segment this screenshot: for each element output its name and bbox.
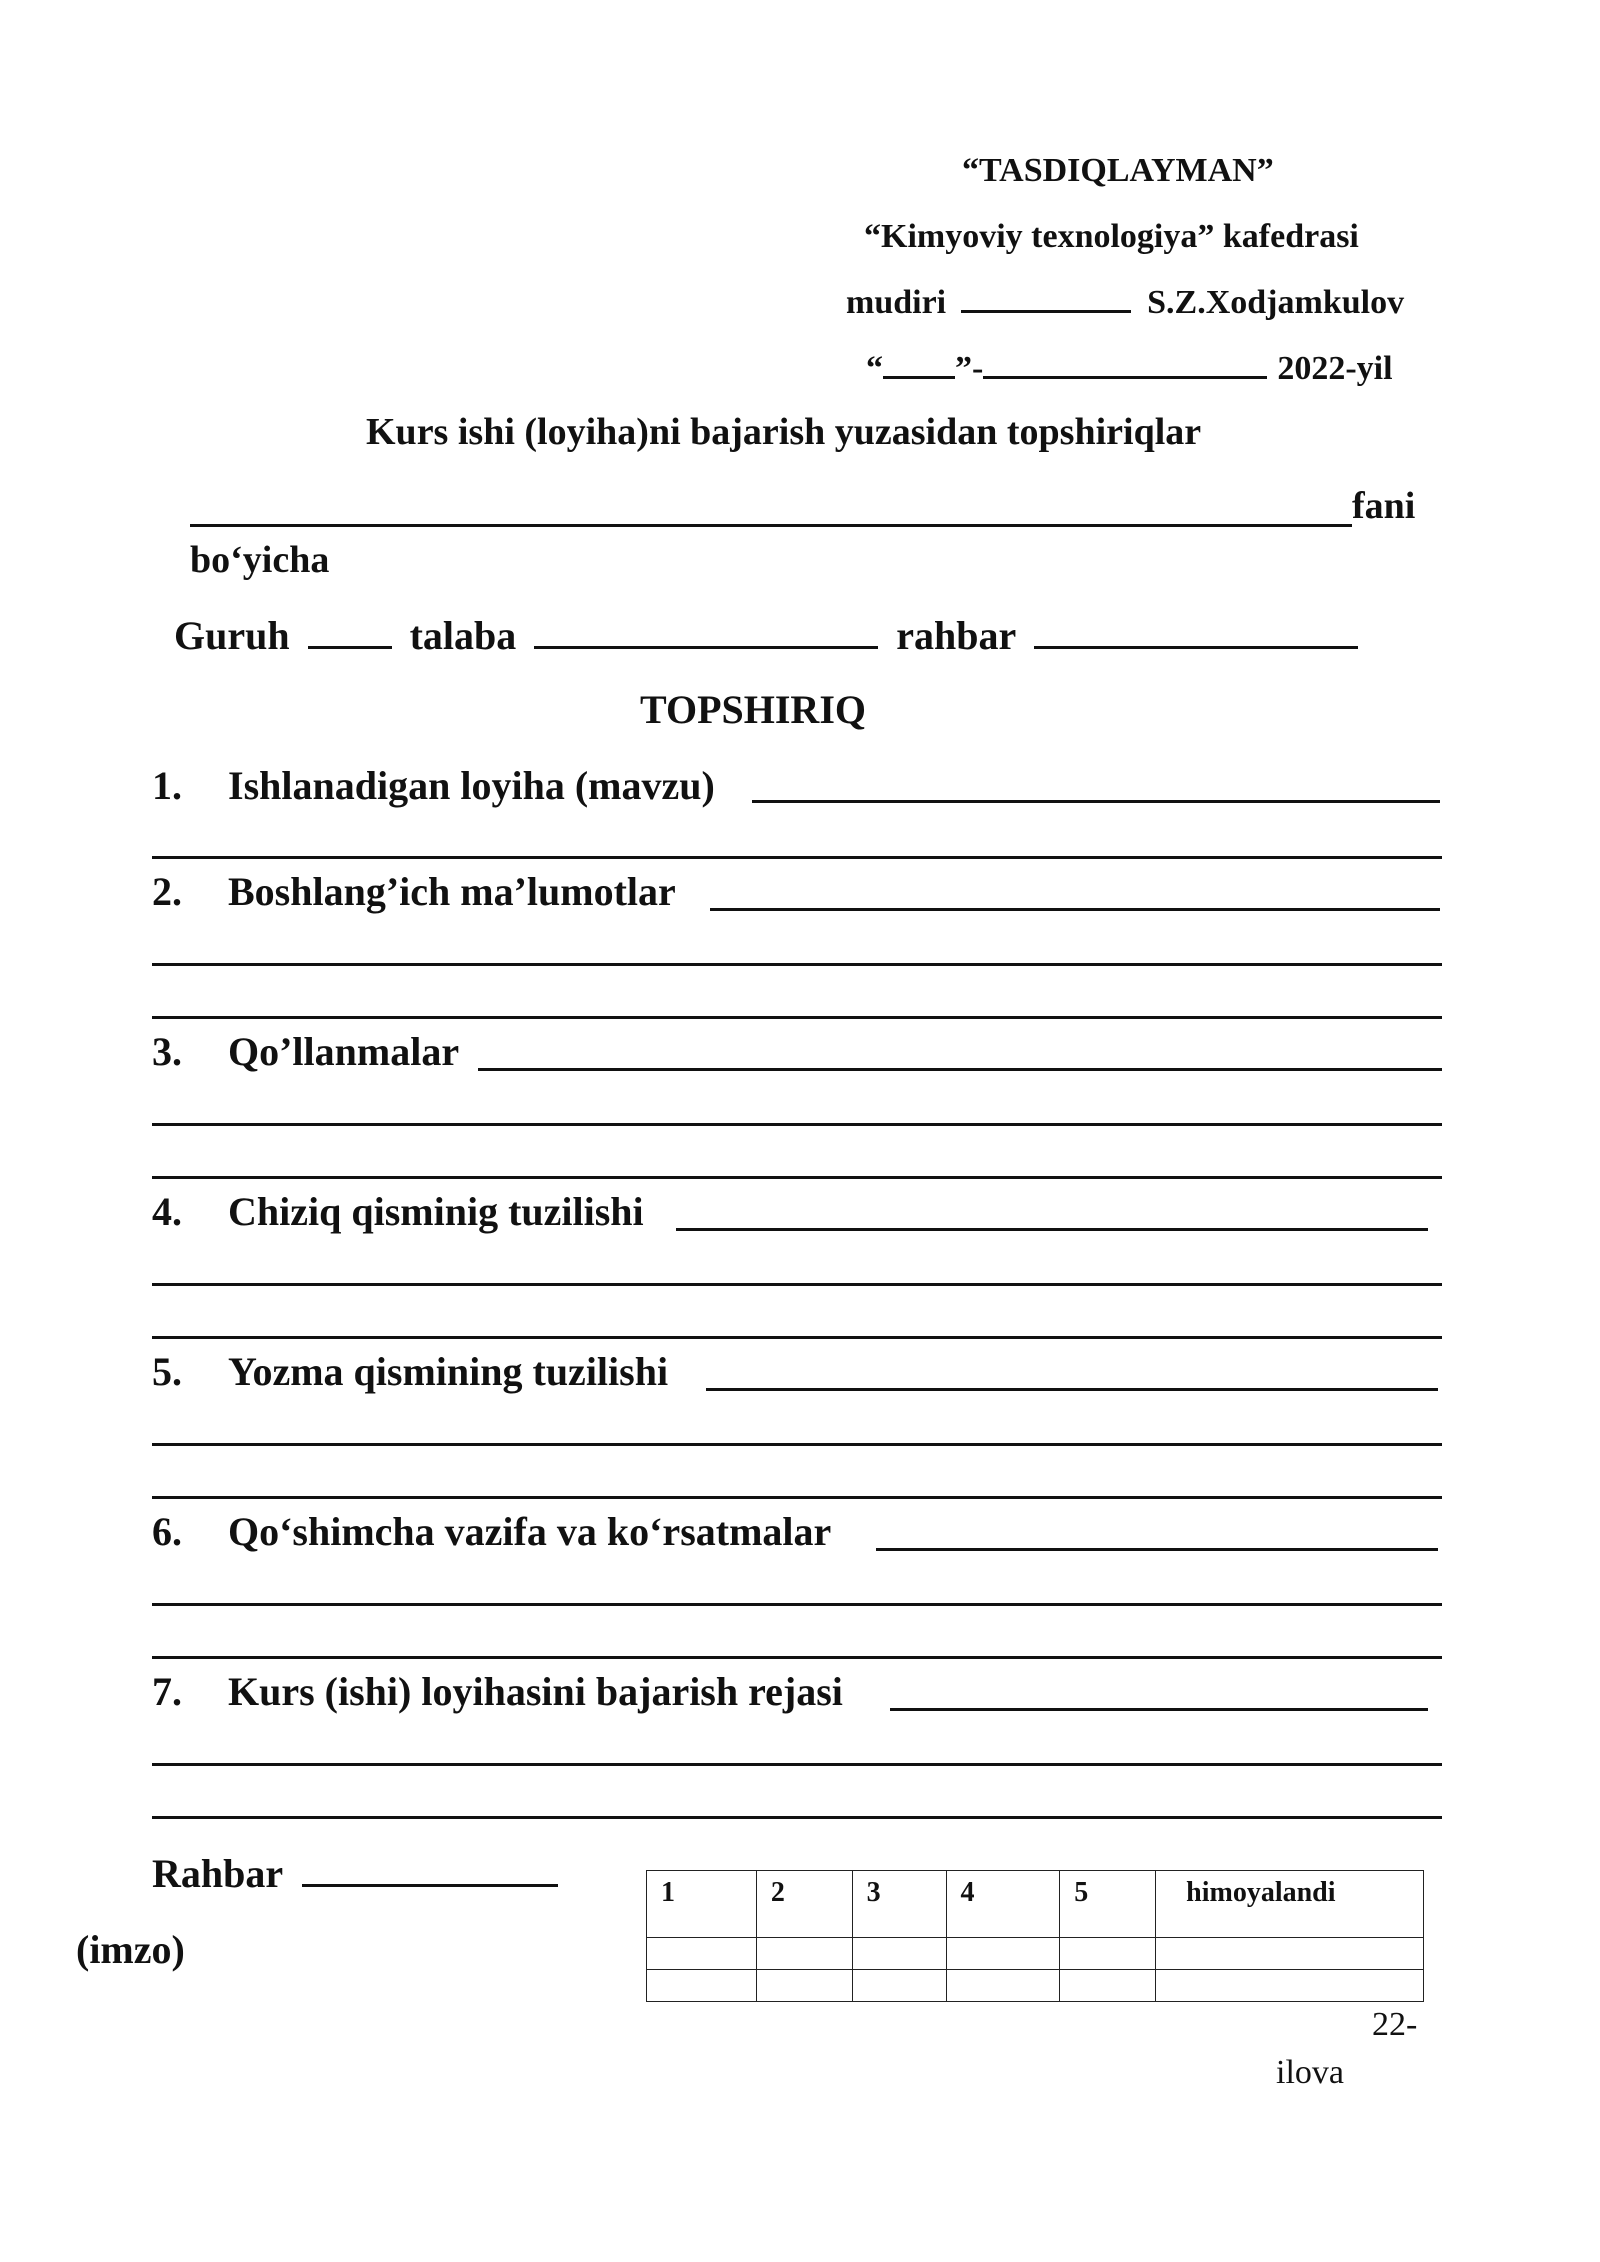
document-heading: Kurs ishi (loyiha)ni bajarish yuzasidan topshiriqlar [366, 411, 1202, 453]
answer-line [152, 856, 1442, 859]
item-number: 1. [152, 763, 182, 808]
item-5-answer-line [706, 1388, 1438, 1391]
table-cell [852, 1970, 946, 2002]
day-blank [883, 376, 955, 379]
signature-label: Rahbar [152, 1851, 283, 1896]
answer-line [152, 1603, 1442, 1606]
table-cell [1156, 1938, 1424, 1970]
table-header-cell: himoyalandi [1156, 1871, 1424, 1938]
approval-title: “TASDIQLAYMAN” [962, 152, 1274, 189]
item-label: Chiziq qisminig tuzilishi [228, 1189, 644, 1234]
item-label: Qo’llanmalar [228, 1029, 460, 1074]
head-signature-blank [961, 310, 1131, 313]
answer-line [152, 1443, 1442, 1446]
table-cell [1060, 1970, 1156, 2002]
item-label: Yozma qismining tuzilishi [228, 1349, 669, 1394]
table-row [647, 1970, 1424, 2002]
table-cell [852, 1938, 946, 1970]
item-7-answer-line [890, 1708, 1428, 1711]
subject-blank-line [190, 524, 1352, 527]
date-separator: ”- [955, 350, 984, 387]
item-number: 7. [152, 1669, 182, 1714]
item-label: Kurs (ishi) loyihasini bajarish rejasi [228, 1669, 843, 1714]
item-2-answer-line [710, 908, 1440, 911]
month-blank [983, 376, 1267, 379]
answer-line [152, 1496, 1442, 1499]
item-number: 3. [152, 1029, 182, 1074]
signature-note: (imzo) [76, 1927, 185, 1972]
table-cell [647, 1938, 757, 1970]
group-label: Guruh [174, 613, 290, 658]
item-number: 5. [152, 1349, 182, 1394]
table-header-cell: 4 [946, 1871, 1060, 1938]
item-label: Qo‘shimcha vazifa va ko‘rsatmalar [228, 1509, 832, 1554]
item-label: Ishlanadigan loyiha (mavzu) [228, 763, 715, 808]
answer-line [152, 1176, 1442, 1179]
item-number: 4. [152, 1189, 182, 1234]
table-cell [647, 1970, 757, 2002]
department-name: “Kimyoviy texnologiya” kafedrasi [864, 218, 1359, 255]
student-label: talaba [409, 613, 517, 658]
answer-line [152, 1763, 1442, 1766]
table-header-cell: 1 [647, 1871, 757, 1938]
table-header-cell: 2 [756, 1871, 852, 1938]
table-cell [756, 1938, 852, 1970]
head-prefix: mudiri [846, 284, 947, 321]
table-cell [946, 1938, 1060, 1970]
approval-date-line [866, 350, 1393, 388]
student-blank [534, 646, 878, 649]
table-cell [946, 1970, 1060, 2002]
table-header-row [647, 1871, 1424, 1938]
supervisor-blank [1034, 646, 1358, 649]
answer-line [152, 1123, 1442, 1126]
subject-suffix: fani [1352, 485, 1416, 527]
item-1-answer-line [752, 800, 1440, 803]
answer-line [152, 1816, 1442, 1819]
table-header-cell: 5 [1060, 1871, 1156, 1938]
item-number: 2. [152, 869, 182, 914]
appendix-number: 22- [1372, 2006, 1418, 2043]
item-6-answer-line [876, 1548, 1438, 1551]
signature-blank [302, 1884, 558, 1887]
appendix-label: ilova [1276, 2054, 1344, 2091]
answer-line [152, 963, 1442, 966]
answer-line [152, 1656, 1442, 1659]
answer-line [152, 1336, 1442, 1339]
answer-line [152, 1283, 1442, 1286]
item-3-answer-line [478, 1068, 1442, 1071]
grades-table [646, 1870, 1424, 2002]
table-row [647, 1938, 1424, 1970]
group-student-line [174, 612, 1358, 659]
answer-line [152, 1016, 1442, 1019]
subject-continuation: bo‘yicha [190, 539, 330, 581]
section-title: TOPSHIRIQ [640, 687, 866, 732]
date-open-quote: “ [866, 350, 883, 387]
table-cell [1156, 1970, 1424, 2002]
item-number: 6. [152, 1509, 182, 1554]
head-name: S.Z.Xodjamkulov [1147, 284, 1405, 321]
table-cell [756, 1970, 852, 2002]
item-4-answer-line [676, 1228, 1428, 1231]
table-cell [1060, 1938, 1156, 1970]
group-blank [308, 646, 392, 649]
item-label: Boshlang’ich ma’lumotlar [228, 869, 676, 914]
table-header-cell: 3 [852, 1871, 946, 1938]
department-head-line [846, 284, 1404, 322]
supervisor-signature-line [152, 1850, 558, 1897]
supervisor-label: rahbar [896, 613, 1016, 658]
approval-year: 2022-yil [1277, 350, 1393, 387]
